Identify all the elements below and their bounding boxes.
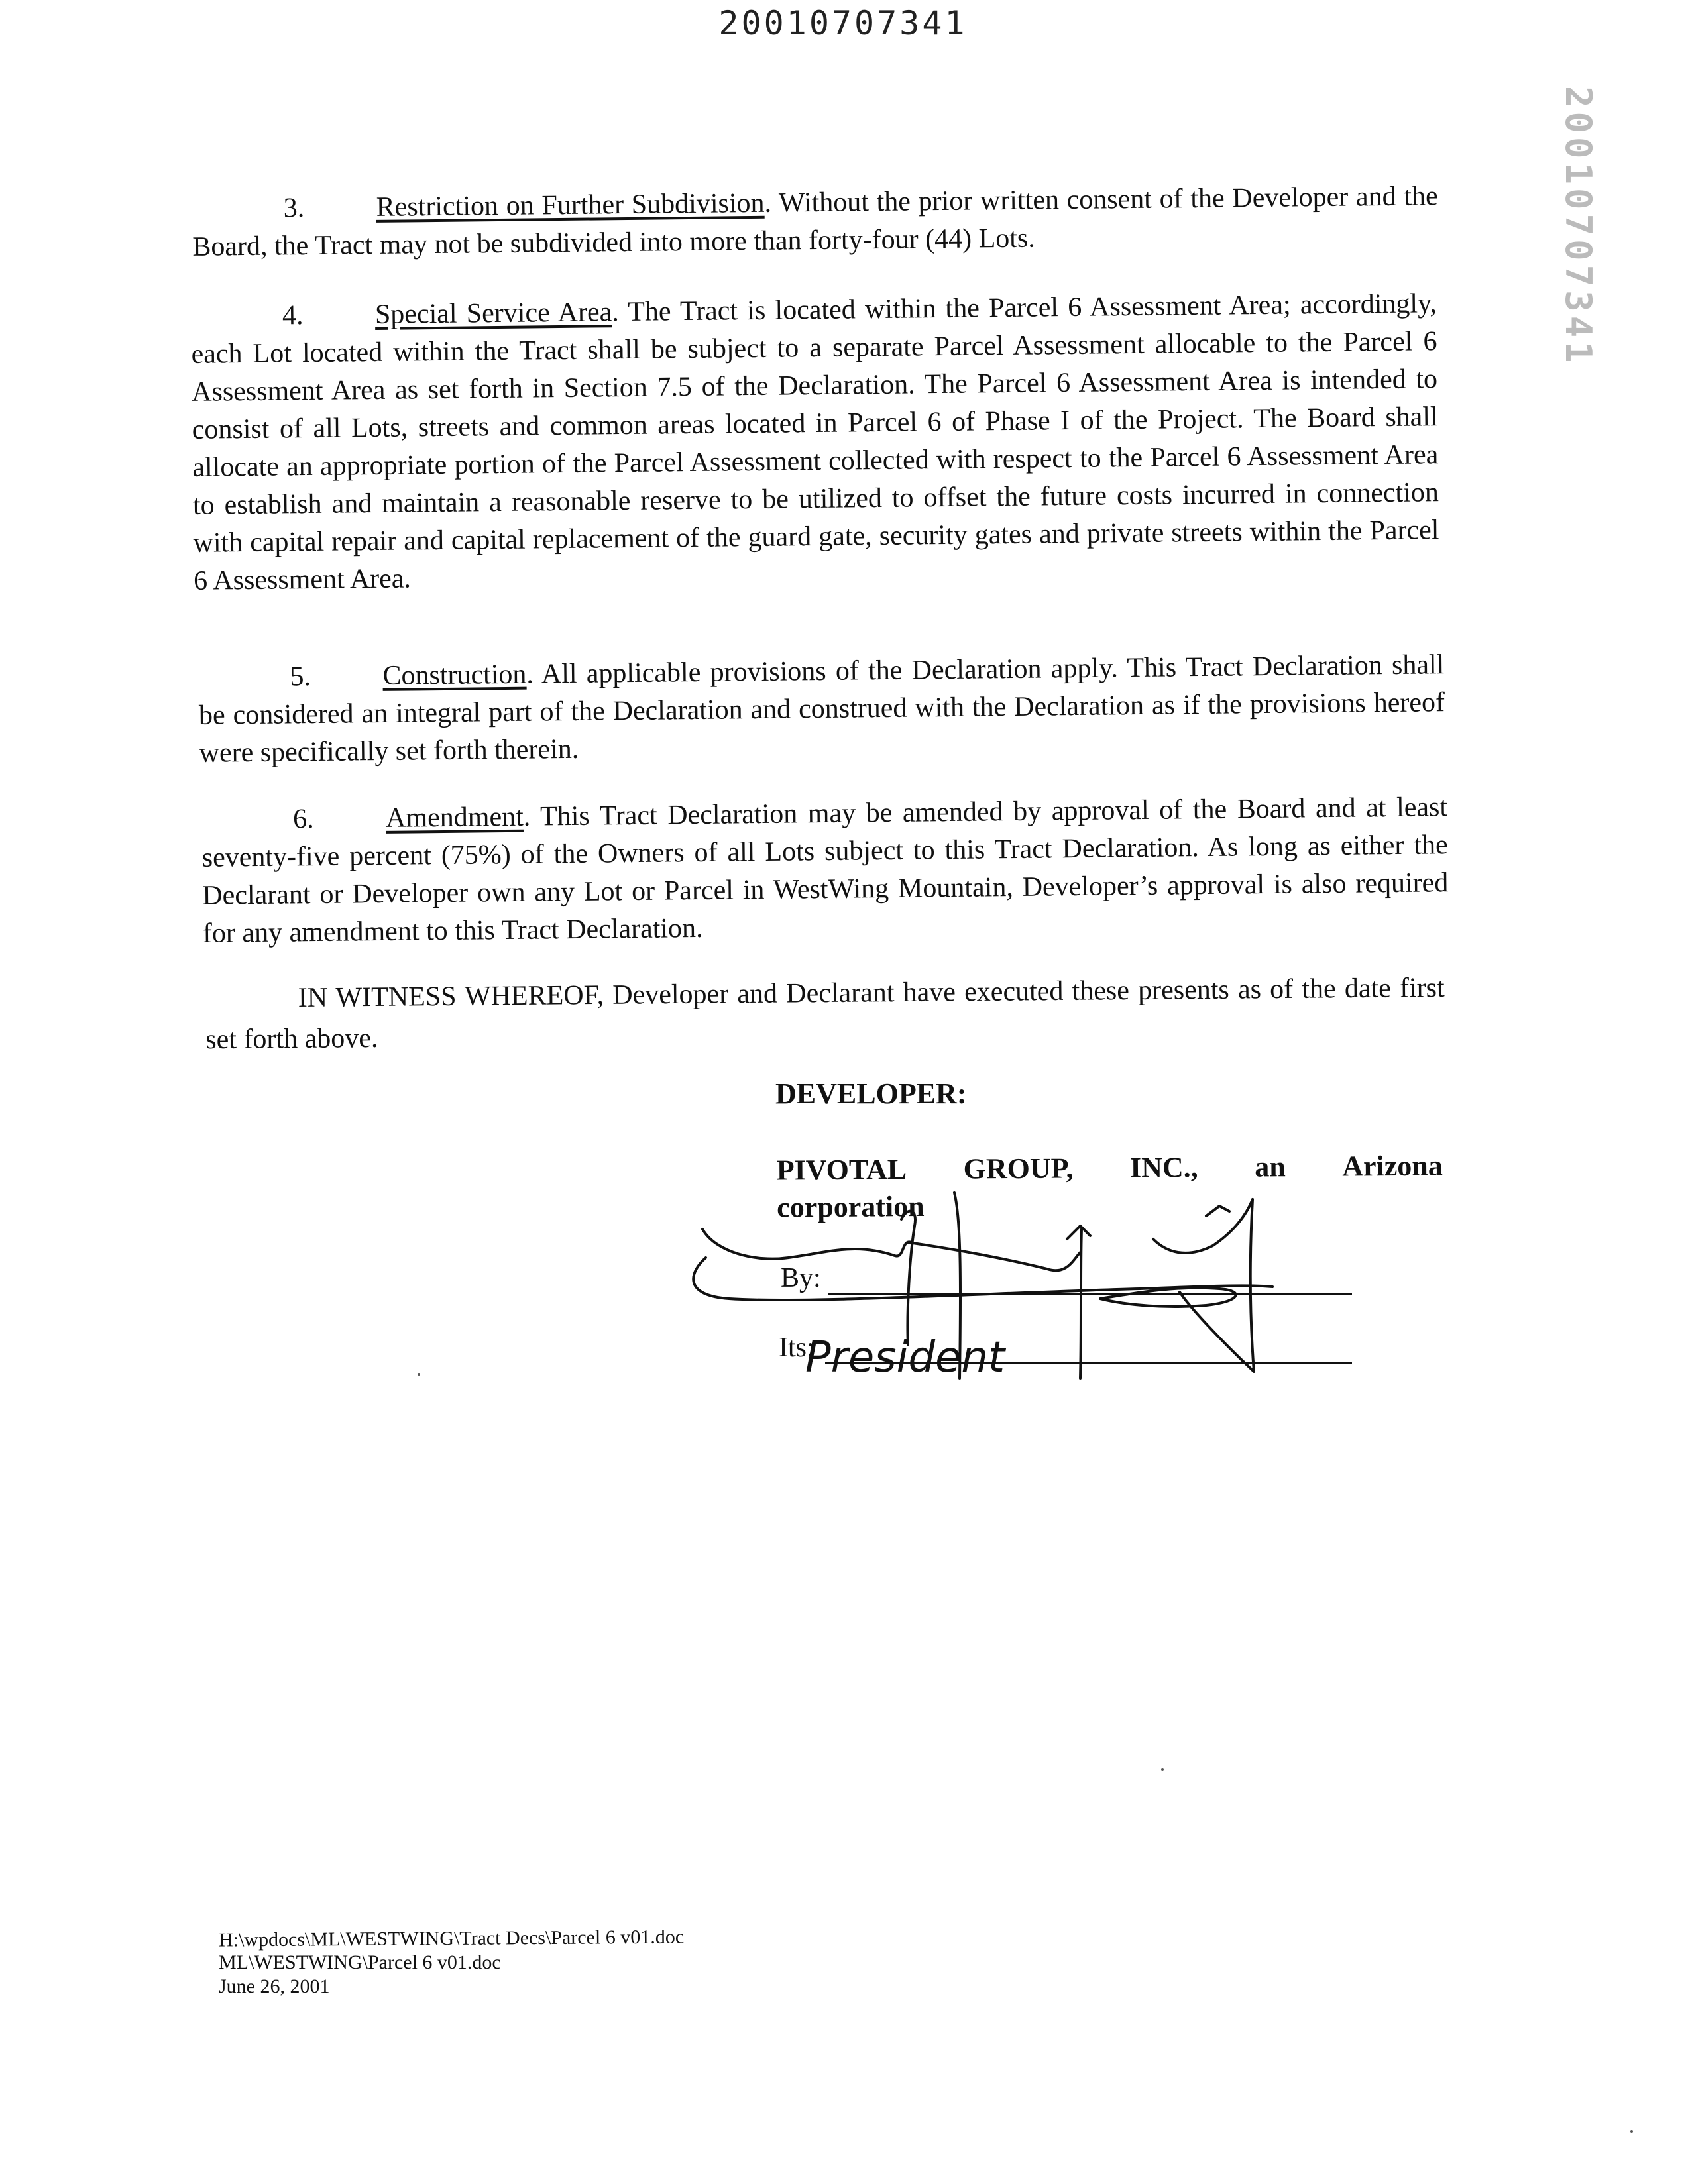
section-heading-end: . [611, 297, 619, 328]
company-word: an [1255, 1150, 1286, 1183]
by-label: By: [781, 1263, 821, 1293]
section-number: 6. [292, 804, 314, 835]
section-heading: Special Service Area [374, 297, 612, 330]
its-handwritten-value: President [805, 1333, 1005, 1382]
section-heading: Amendment [385, 801, 524, 834]
scan-speck [1630, 2130, 1633, 2133]
witness-clause [205, 967, 1445, 1060]
section-heading-end: . [523, 801, 531, 832]
section-3-restriction [192, 178, 1438, 266]
section-4-special-service-area [191, 285, 1440, 600]
section-body: The Tract is located within the Parcel 6 Assessment Area; accordingly, each Lot located within the Tract shall be subject to a separate Parcel Assessment allocable to the Parcel 6 Assessment Area as set forth in Section 7.5 of the Declaration. The Parcel 6 Assessment Area is intended to consist of all Lots, streets and common areas located in Parcel 6 of Phase I of the Project. The Board shall allocate an appropriate portion of the Parcel Assessment collected with respect to the Parcel 6 Assessment Area to establish and maintain a reasonable reserve to be utilized to offset the future costs incurred in connection with capital repair and capital replacement of the guard gate, security gates and private streets within the Parcel 6 Assessment Area. [191, 288, 1439, 596]
section-5-construction [198, 646, 1445, 773]
its-label: Its: [779, 1333, 815, 1363]
handwritten-signature [676, 1179, 1339, 1398]
section-body: All applicable provisions of the Declaration apply. This Tract Declaration shall be considered an integral part of the Declaration and construed with the Declaration as if the provisions hereof were specifically set forth therein. [198, 649, 1445, 769]
company-word: GROUP, [963, 1152, 1074, 1185]
document-footer [219, 1927, 684, 1998]
section-body: This Tract Declaration may be amended by approval of the Board and at least seventy-five percent (75%) of the Owners of all Lots subject to this Tract Declaration. As long as either the Declarant or Developer own any Lot or Parcel in WestWing Mountain, Developer’s approval is also required for any amendment to this Tract Declaration. [201, 792, 1449, 949]
company-word: PIVOTAL [776, 1153, 907, 1187]
footer-date: June 26, 2001 [219, 1975, 330, 1997]
recording-number: 20010707341 [718, 4, 968, 42]
section-number: 4. [282, 300, 304, 331]
section-heading: Restriction on Further Subdivision [376, 188, 765, 223]
scan-speck [1161, 1768, 1164, 1771]
witness-text: IN WITNESS WHEREOF, Developer and Declarant have executed these presents as of the date first set forth above. [205, 972, 1445, 1056]
section-heading-end: . [764, 188, 772, 219]
footer-path-2: ML\WESTWING\Parcel 6 v01.doc [219, 1951, 501, 1973]
section-heading: Construction [382, 659, 527, 691]
scan-speck [418, 1373, 420, 1376]
company-word: INC., [1129, 1151, 1198, 1184]
company-word: Arizona [1342, 1149, 1443, 1183]
section-heading-end: . [526, 659, 534, 690]
section-body: Without the prior written consent of the Developer and the Board, the Tract may not be subdivided into more than forty-four (44) Lots. [192, 181, 1438, 262]
company-line-2: corporation [777, 1189, 925, 1224]
side-recording-stamp: 20010707341 [1557, 86, 1599, 367]
section-number: 5. [290, 661, 311, 692]
section-6-amendment [201, 789, 1449, 953]
footer-path-1: H:\wpdocs\ML\WESTWING\Tract Decs\Parcel 6 v01.doc [218, 1926, 685, 1951]
section-number: 3. [283, 193, 305, 224]
developer-heading: DEVELOPER: [775, 1077, 967, 1110]
